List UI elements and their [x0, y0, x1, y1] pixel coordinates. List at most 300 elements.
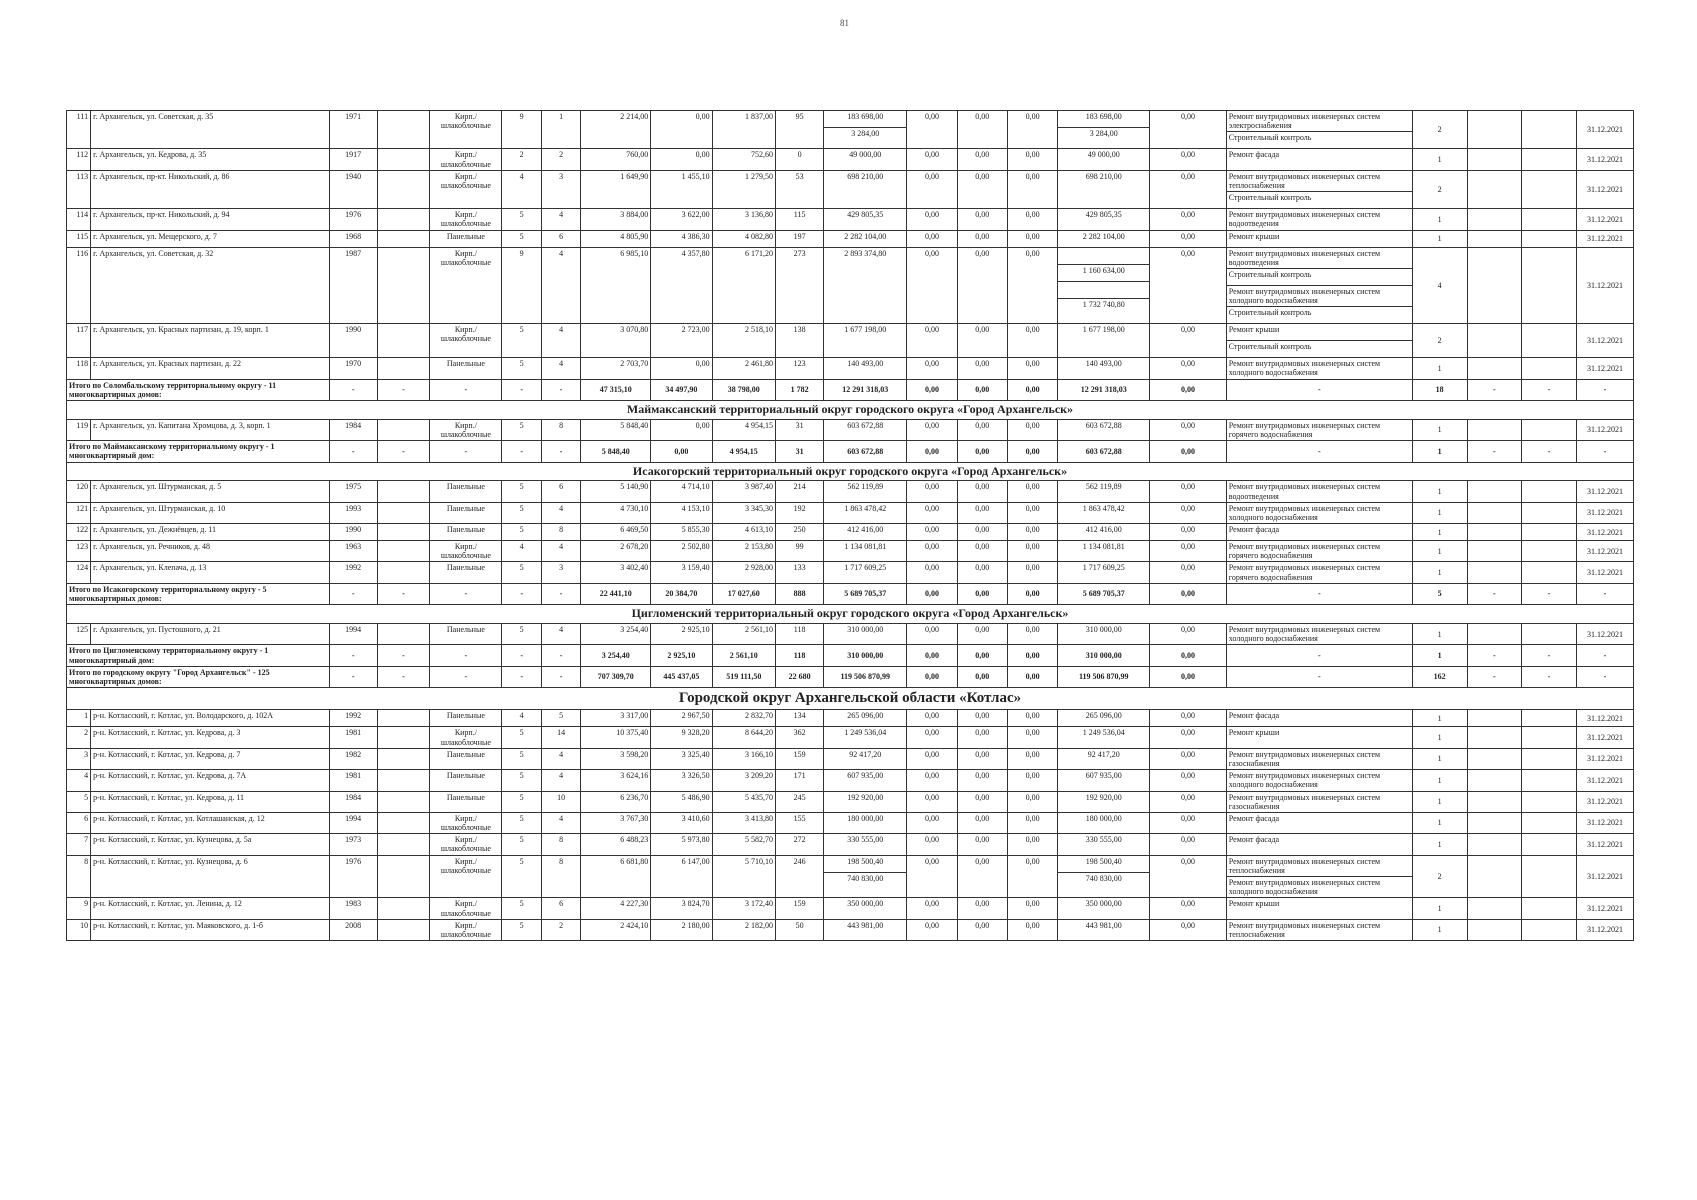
- entrances-cell: 4: [541, 324, 580, 358]
- zero-cell: 0,00: [1007, 419, 1057, 440]
- area-total-cell: 2 678,20: [581, 541, 651, 562]
- empty-cell: [1522, 230, 1577, 247]
- cost-fund-cell-line: 412 416,00: [1085, 525, 1122, 535]
- total-zero: 0,00: [907, 645, 957, 666]
- total-cost: 119 506 870,99: [824, 666, 907, 687]
- dash-cell: -: [377, 583, 430, 604]
- total-area: 707 309,70: [581, 666, 651, 687]
- dash-cell: -: [1522, 441, 1577, 462]
- empty-cell: [1522, 541, 1577, 562]
- total-zero: 0,00: [957, 441, 1007, 462]
- year-cell: 1975: [329, 481, 377, 502]
- dash-cell: -: [1226, 666, 1412, 687]
- total-residents: 31: [776, 441, 824, 462]
- total-residents: 22 680: [776, 666, 824, 687]
- row-number: 118: [67, 358, 91, 379]
- cost-cell: [824, 502, 907, 523]
- zero-cell: 0,00: [1150, 524, 1227, 541]
- row-number: 120: [67, 481, 91, 502]
- dash-cell: -: [502, 645, 541, 666]
- wall-material-cell: Кирп./ шлакоблочные: [430, 170, 502, 208]
- entrances-cell: 1: [541, 111, 580, 149]
- row-number: 7: [67, 834, 91, 855]
- wall-material-cell: Кирп./ шлакоблочные: [430, 727, 502, 748]
- address-cell: г. Архангельск, ул. Красных партизан, д. 19, корп. 1: [91, 324, 330, 358]
- wall-material-cell: Кирп./ шлакоблочные: [430, 812, 502, 833]
- zero-cell: 0,00: [907, 481, 957, 502]
- dash-cell: -: [377, 666, 430, 687]
- cost-cell: [824, 209, 907, 230]
- entrances-cell: 8: [541, 419, 580, 440]
- entrances-cell: 4: [541, 209, 580, 230]
- cost-cell: [824, 710, 907, 727]
- zero-cell: 0,00: [1007, 562, 1057, 583]
- works-cell: [1226, 230, 1412, 247]
- total-zero: 0,00: [1007, 379, 1057, 400]
- works-cell: [1226, 481, 1412, 502]
- works-cell: [1226, 502, 1412, 523]
- deadline-cell: 31.12.2021: [1576, 791, 1633, 812]
- entrances-cell: 6: [541, 481, 580, 502]
- cost-fund-cell: [1058, 230, 1150, 247]
- works-cell: [1226, 748, 1412, 769]
- area-total-cell: 3 070,80: [581, 324, 651, 358]
- year-cell: 1987: [329, 247, 377, 324]
- area-c-cell: 2 182,00: [712, 919, 775, 940]
- empty-cell: [377, 524, 430, 541]
- total-label: Итого по Соломбальскому территориальному округу - 11 многоквартирных домов:: [67, 379, 330, 400]
- area-b-cell: 5 855,30: [651, 524, 712, 541]
- empty-cell: [377, 247, 430, 324]
- row-number: 5: [67, 791, 91, 812]
- residents-cell: 159: [776, 898, 824, 919]
- area-total-cell: 3 254,40: [581, 624, 651, 645]
- cost-fund-cell: [1058, 898, 1150, 919]
- zero-cell: 0,00: [957, 502, 1007, 523]
- zero-cell: 0,00: [1150, 419, 1227, 440]
- works-cell: [1226, 419, 1412, 440]
- empty-cell: [1522, 481, 1577, 502]
- zero-cell: 0,00: [957, 748, 1007, 769]
- empty-cell: [1467, 812, 1522, 833]
- dash-cell: -: [502, 441, 541, 462]
- area-total-cell: 5 140,90: [581, 481, 651, 502]
- cost-fund-cell-line: 3 284,00: [1058, 127, 1149, 144]
- zero-cell: 0,00: [957, 149, 1007, 170]
- zero-cell: 0,00: [1150, 324, 1227, 358]
- dash-cell: -: [377, 441, 430, 462]
- row-number: 2: [67, 727, 91, 748]
- area-c-cell: 4 954,15: [712, 419, 775, 440]
- cost-fund-cell-line: 1 717 609,25: [1082, 563, 1125, 573]
- entrances-cell: 5: [541, 710, 580, 727]
- row-number: 10: [67, 919, 91, 940]
- zero-cell: 0,00: [1007, 170, 1057, 208]
- works-cell: [1226, 247, 1412, 324]
- cost-cell-line: 2 282 104,00: [844, 231, 887, 241]
- capital-repair-register-table: [66, 110, 1634, 941]
- residents-cell: 250: [776, 524, 824, 541]
- year-cell: 1981: [329, 727, 377, 748]
- area-total-cell: 3 884,00: [581, 209, 651, 230]
- zero-cell: 0,00: [1007, 710, 1057, 727]
- address-cell: г. Архангельск, ул. Дежнёвцев, д. 11: [91, 524, 330, 541]
- works-count-cell: 2: [1412, 324, 1467, 358]
- entrances-cell: 4: [541, 541, 580, 562]
- floors-cell: 4: [502, 170, 541, 208]
- zero-cell: 0,00: [1007, 812, 1057, 833]
- area-b-cell: 3 325,40: [651, 748, 712, 769]
- cost-fund-cell-line: 603 672,88: [1085, 420, 1122, 430]
- row-number: 113: [67, 170, 91, 208]
- total-zero: 0,00: [1150, 441, 1227, 462]
- empty-cell: [1522, 524, 1577, 541]
- empty-cell: [377, 898, 430, 919]
- total-zero: 0,00: [1007, 583, 1057, 604]
- empty-cell: [1467, 541, 1522, 562]
- cost-cell: [824, 481, 907, 502]
- floors-cell: 4: [502, 541, 541, 562]
- zero-cell: 0,00: [907, 919, 957, 940]
- works-count-cell: 1: [1412, 727, 1467, 748]
- entrances-cell: 4: [541, 624, 580, 645]
- cost-fund-cell-line: 607 935,00: [1085, 771, 1122, 781]
- area-c-cell: 5 435,70: [712, 791, 775, 812]
- cost-cell: [824, 898, 907, 919]
- cost-cell: [824, 727, 907, 748]
- zero-cell: 0,00: [957, 170, 1007, 208]
- cost-cell-line: 265 096,00: [847, 711, 884, 721]
- year-cell: 1963: [329, 541, 377, 562]
- dash-cell: -: [377, 645, 430, 666]
- total-label: Итого по Исакогорскому территориальному округу - 5 многоквартирных домов:: [67, 583, 330, 604]
- cost-cell-line: 1 249 536,04: [844, 728, 887, 738]
- address-cell: г. Архангельск, пр-кт. Никольский, д. 94: [91, 209, 330, 230]
- area-total-cell: 10 375,40: [581, 727, 651, 748]
- residents-cell: 95: [776, 111, 824, 149]
- cost-fund-cell-line: 740 830,00: [1058, 872, 1149, 889]
- cost-cell-line: 183 698,00: [847, 112, 884, 121]
- zero-cell: 0,00: [907, 149, 957, 170]
- works-count-cell: 2: [1412, 855, 1467, 898]
- cost-fund-cell: [1058, 149, 1150, 170]
- area-c-cell: 5 582,70: [712, 834, 775, 855]
- total-label: Итого по Маймаксанскому территориальному округу - 1 многоквартирный дом:: [67, 441, 330, 462]
- dash-cell: -: [1576, 583, 1633, 604]
- cost-fund-cell: [1058, 812, 1150, 833]
- address-cell: р-н. Котласский, г. Котлас, ул. Кедрова, д. 11: [91, 791, 330, 812]
- deadline-cell: 31.12.2021: [1576, 170, 1633, 208]
- deadline-cell: 31.12.2021: [1576, 419, 1633, 440]
- works-count-cell: 2: [1412, 111, 1467, 149]
- area-c-cell: 3 172,40: [712, 898, 775, 919]
- area-total-cell: 3 598,20: [581, 748, 651, 769]
- area-total-cell: 3 317,00: [581, 710, 651, 727]
- address-cell: р-н. Котласский, г. Котлас, ул. Кедрова, д. 7А: [91, 770, 330, 791]
- wall-material-cell: Кирп./ шлакоблочные: [430, 111, 502, 149]
- works-cell-line: Ремонт крыши: [1228, 728, 1280, 738]
- zero-cell: 0,00: [1007, 791, 1057, 812]
- floors-cell: 5: [502, 855, 541, 898]
- table-row: [67, 481, 1634, 502]
- section-header: Цигломенский территориальный округ городского округа «Город Архангельск»: [67, 605, 1634, 624]
- dash-cell: -: [329, 666, 377, 687]
- entrances-cell: 8: [541, 855, 580, 898]
- zero-cell: 0,00: [957, 524, 1007, 541]
- address-cell: г. Архангельск, ул. Речников, д. 48: [91, 541, 330, 562]
- zero-cell: 0,00: [1150, 710, 1227, 727]
- cost-cell-line: 198 500,40: [847, 856, 884, 866]
- dash-cell: -: [541, 645, 580, 666]
- total-works-count: 162: [1412, 666, 1467, 687]
- floors-cell: 5: [502, 919, 541, 940]
- area-total-cell: 6 681,80: [581, 855, 651, 898]
- deadline-cell: 31.12.2021: [1576, 502, 1633, 523]
- table-row: [67, 855, 1634, 898]
- works-count-cell: 1: [1412, 149, 1467, 170]
- works-cell: [1226, 919, 1412, 940]
- year-cell: 1992: [329, 562, 377, 583]
- address-cell: г. Архангельск, ул. Клепача, д. 13: [91, 562, 330, 583]
- zero-cell: 0,00: [957, 541, 1007, 562]
- zero-cell: 0,00: [907, 541, 957, 562]
- works-cell-line: Ремонт внутридомовых инженерных систем водоотведения: [1228, 482, 1381, 501]
- cost-fund-cell: [1058, 324, 1150, 358]
- zero-cell: 0,00: [1150, 111, 1227, 149]
- area-total-cell: 1 649,90: [581, 170, 651, 208]
- deadline-cell: 31.12.2021: [1576, 562, 1633, 583]
- empty-cell: [1522, 791, 1577, 812]
- cost-fund-cell: [1058, 919, 1150, 940]
- residents-cell: 134: [776, 710, 824, 727]
- entrances-cell: 8: [541, 834, 580, 855]
- section-header-row: [67, 688, 1634, 710]
- zero-cell: 0,00: [957, 111, 1007, 149]
- table-row: [67, 358, 1634, 379]
- zero-cell: 0,00: [1007, 855, 1057, 898]
- cost-fund-cell: [1058, 855, 1150, 898]
- deadline-cell: 31.12.2021: [1576, 812, 1633, 833]
- residents-cell: 31: [776, 419, 824, 440]
- cost-cell-line: 1 134 081,81: [844, 542, 887, 552]
- works-cell-line: Ремонт фасада: [1228, 711, 1280, 721]
- table-row: [67, 247, 1634, 324]
- empty-cell: [1467, 209, 1522, 230]
- cost-fund-cell: [1058, 770, 1150, 791]
- empty-cell: [377, 502, 430, 523]
- address-cell: р-н. Котласский, г. Котлас, ул. Ленина, д. 12: [91, 898, 330, 919]
- zero-cell: 0,00: [1150, 502, 1227, 523]
- table-row: [67, 324, 1634, 358]
- cost-fund-cell-line: 1 134 081,81: [1082, 542, 1125, 552]
- address-cell: р-н. Котласский, г. Котлас, ул. Кедрова, д. 3: [91, 727, 330, 748]
- dash-cell: -: [502, 583, 541, 604]
- table-row: [67, 834, 1634, 855]
- zero-cell: 0,00: [1150, 855, 1227, 898]
- cost-cell: [824, 247, 907, 324]
- empty-cell: [1522, 502, 1577, 523]
- zero-cell: 0,00: [1007, 247, 1057, 324]
- works-count-cell: 1: [1412, 834, 1467, 855]
- area-b-cell: 9 328,20: [651, 727, 712, 748]
- total-row: [67, 441, 1634, 462]
- zero-cell: 0,00: [1007, 748, 1057, 769]
- total-row: [67, 645, 1634, 666]
- floors-cell: 5: [502, 727, 541, 748]
- works-count-cell: 1: [1412, 791, 1467, 812]
- dash-cell: -: [329, 645, 377, 666]
- cost-fund-cell: [1058, 624, 1150, 645]
- wall-material-cell: Панельные: [430, 710, 502, 727]
- total-residents: 1 782: [776, 379, 824, 400]
- wall-material-cell: Панельные: [430, 770, 502, 791]
- area-b-cell: 3 824,70: [651, 898, 712, 919]
- zero-cell: 0,00: [957, 770, 1007, 791]
- area-c-cell: 4 082,80: [712, 230, 775, 247]
- year-cell: 1940: [329, 170, 377, 208]
- area-c-cell: 4 613,10: [712, 524, 775, 541]
- area-c-cell: 5 710,10: [712, 855, 775, 898]
- works-cell: [1226, 358, 1412, 379]
- cost-fund-cell-line: 265 096,00: [1085, 711, 1122, 721]
- total-cost: 5 689 705,37: [824, 583, 907, 604]
- dash-cell: -: [1467, 645, 1522, 666]
- works-count-cell: 1: [1412, 524, 1467, 541]
- row-number: 112: [67, 149, 91, 170]
- address-cell: г. Архангельск, ул. Кедрова, д. 35: [91, 149, 330, 170]
- dash-cell: -: [1576, 666, 1633, 687]
- dash-cell: -: [430, 645, 502, 666]
- area-b-cell: 4 714,10: [651, 481, 712, 502]
- row-number: 123: [67, 541, 91, 562]
- entrances-cell: 4: [541, 502, 580, 523]
- table-row: [67, 562, 1634, 583]
- empty-cell: [1522, 324, 1577, 358]
- total-cost-fund: 119 506 870,99: [1058, 666, 1150, 687]
- total-zero: 0,00: [907, 441, 957, 462]
- area-b-cell: 2 925,10: [651, 624, 712, 645]
- total-area: 22 441,10: [581, 583, 651, 604]
- works-cell: [1226, 209, 1412, 230]
- area-c-cell: 8 644,20: [712, 727, 775, 748]
- empty-cell: [1522, 170, 1577, 208]
- dash-cell: -: [377, 379, 430, 400]
- empty-cell: [1467, 748, 1522, 769]
- area-total-cell: 5 848,40: [581, 419, 651, 440]
- cost-fund-cell-line: 1 249 536,04: [1082, 728, 1125, 738]
- empty-cell: [1522, 727, 1577, 748]
- dash-cell: -: [1467, 379, 1522, 400]
- empty-cell: [377, 358, 430, 379]
- residents-cell: 362: [776, 727, 824, 748]
- total-works-count: 1: [1412, 441, 1467, 462]
- total-works-count: 5: [1412, 583, 1467, 604]
- works-cell-line: Строительный контроль: [1227, 268, 1412, 285]
- entrances-cell: 3: [541, 562, 580, 583]
- works-count-cell: 1: [1412, 919, 1467, 940]
- cost-cell-line: 180 000,00: [847, 813, 884, 823]
- total-area-b: 0,00: [651, 441, 712, 462]
- zero-cell: 0,00: [1150, 209, 1227, 230]
- area-c-cell: 1 837,00: [712, 111, 775, 149]
- address-cell: г. Архангельск, пр-кт. Никольский, д. 86: [91, 170, 330, 208]
- dash-cell: -: [541, 583, 580, 604]
- row-number: 8: [67, 855, 91, 898]
- table-row: [67, 624, 1634, 645]
- floors-cell: 5: [502, 358, 541, 379]
- dash-cell: -: [1467, 583, 1522, 604]
- works-cell-line: Ремонт внутридомовых инженерных систем теплоснабжения: [1228, 856, 1381, 875]
- cost-cell-line: 562 119,89: [847, 482, 884, 492]
- dash-cell: -: [430, 441, 502, 462]
- area-b-cell: 3 326,50: [651, 770, 712, 791]
- total-area-b: 445 437,05: [651, 666, 712, 687]
- works-cell-line: Ремонт внутридомовых инженерных систем холодного водоснабжения: [1227, 285, 1412, 306]
- floors-cell: 5: [502, 812, 541, 833]
- total-area: 5 848,40: [581, 441, 651, 462]
- cost-fund-cell-line: 92 417,20: [1087, 749, 1120, 759]
- address-cell: р-н. Котласский, г. Котлас, ул. Котлашанская, д. 12: [91, 812, 330, 833]
- cost-fund-cell-line: 330 555,00: [1085, 835, 1122, 845]
- total-cost: 603 672,88: [824, 441, 907, 462]
- works-cell: [1226, 791, 1412, 812]
- zero-cell: 0,00: [1007, 770, 1057, 791]
- works-cell: [1226, 149, 1412, 170]
- deadline-cell: 31.12.2021: [1576, 524, 1633, 541]
- zero-cell: 0,00: [1007, 111, 1057, 149]
- table-row: [67, 111, 1634, 149]
- zero-cell: 0,00: [1150, 481, 1227, 502]
- zero-cell: 0,00: [1007, 324, 1057, 358]
- works-cell: [1226, 541, 1412, 562]
- zero-cell: 0,00: [957, 812, 1007, 833]
- area-total-cell: 6 236,70: [581, 791, 651, 812]
- address-cell: г. Архангельск, ул. Капитана Хромцова, д. 3, корп. 1: [91, 419, 330, 440]
- area-total-cell: 6 985,10: [581, 247, 651, 324]
- deadline-cell: 31.12.2021: [1576, 919, 1633, 940]
- wall-material-cell: Кирп./ шлакоблочные: [430, 855, 502, 898]
- cost-fund-cell-line: 310 000,00: [1085, 625, 1122, 635]
- area-b-cell: 3 410,60: [651, 812, 712, 833]
- deadline-cell: 31.12.2021: [1576, 748, 1633, 769]
- area-c-cell: 2 832,70: [712, 710, 775, 727]
- works-count-cell: 1: [1412, 710, 1467, 727]
- deadline-cell: 31.12.2021: [1576, 541, 1633, 562]
- cost-fund-cell: [1058, 111, 1150, 149]
- works-cell: [1226, 710, 1412, 727]
- zero-cell: 0,00: [907, 170, 957, 208]
- zero-cell: 0,00: [1150, 727, 1227, 748]
- zero-cell: 0,00: [1007, 502, 1057, 523]
- zero-cell: 0,00: [957, 624, 1007, 645]
- cost-fund-cell: [1058, 748, 1150, 769]
- year-cell: 1994: [329, 624, 377, 645]
- cost-cell-line: 3 284,00: [824, 127, 906, 144]
- address-cell: г. Архангельск, ул. Советская, д. 35: [91, 111, 330, 149]
- cost-cell-line: 429 805,35: [847, 210, 884, 220]
- total-zero: 0,00: [907, 583, 957, 604]
- works-cell-line: Ремонт крыши: [1228, 325, 1280, 335]
- residents-cell: 138: [776, 324, 824, 358]
- cost-cell: [824, 919, 907, 940]
- entrances-cell: 4: [541, 358, 580, 379]
- zero-cell: 0,00: [907, 710, 957, 727]
- area-total-cell: 6 469,50: [581, 524, 651, 541]
- total-cost-fund: 12 291 318,03: [1058, 379, 1150, 400]
- deadline-cell: 31.12.2021: [1576, 111, 1633, 149]
- residents-cell: 99: [776, 541, 824, 562]
- empty-cell: [1522, 710, 1577, 727]
